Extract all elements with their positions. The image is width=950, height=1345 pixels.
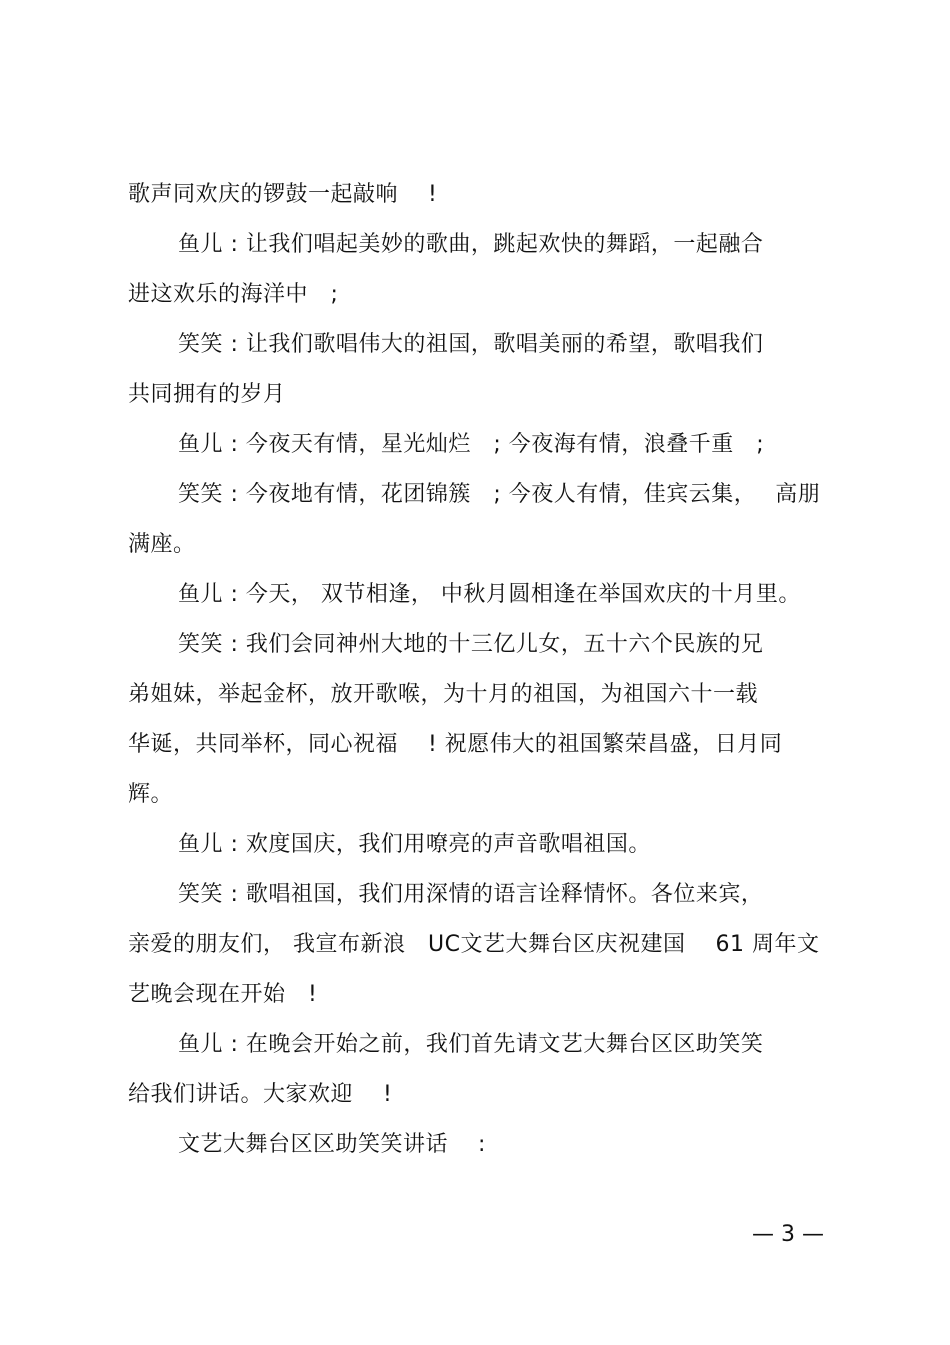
text-line-4: 笑笑 : 让我们歌唱伟大的祖国，歌唱美丽的希望，歌唱我们	[178, 332, 764, 357]
text-line-7: 笑笑 : 今夜地有情，花团锦簇 ; 今夜人有情，佳宾云集， 高朋	[178, 482, 821, 507]
text-line-8: 满座。	[128, 532, 196, 557]
text-line-19: 给我们讲话。大家欢迎 !	[128, 1082, 393, 1107]
text-line-15: 笑笑 : 歌唱祖国，我们用深情的语言诠释情怀。各位来宾，	[178, 882, 764, 907]
text-line-10: 笑笑 : 我们会同神州大地的十三亿儿女，五十六个民族的兄	[178, 632, 764, 657]
text-line-12: 华诞，共同举杯，同心祝福 ! 祝愿伟大的祖国繁荣昌盛，日月同	[128, 732, 783, 757]
text-line-13: 辉。	[128, 782, 174, 807]
text-line-6: 鱼儿 : 今夜天有情，星光灿烂 ; 今夜海有情，浪叠千重 ;	[178, 432, 765, 457]
page-number: — 3 —	[752, 1222, 824, 1247]
text-line-2: 鱼儿 : 让我们唱起美妙的歌曲，跳起欢快的舞蹈，一起融合	[178, 232, 764, 257]
text-line-5: 共同拥有的岁月	[128, 382, 286, 407]
text-line-11: 弟姐妹，举起金杯，放开歌喉，为十月的祖国，为祖国六十一载	[128, 682, 759, 707]
text-line-9: 鱼儿 : 今天， 双节相逢， 中秋月圆相逢在举国欢庆的十月里。	[178, 582, 801, 607]
text-line-14: 鱼儿 : 欢度国庆，我们用嘹亮的声音歌唱祖国。	[178, 832, 651, 857]
text-line-20: 文艺大舞台区区助笑笑讲话 :	[178, 1132, 486, 1157]
text-line-18: 鱼儿 : 在晚会开始之前，我们首先请文艺大舞台区区助笑笑	[178, 1032, 764, 1057]
text-line-17: 艺晚会现在开始 !	[128, 982, 318, 1007]
text-line-3: 进这欢乐的海洋中 ;	[128, 282, 339, 307]
text-line-1: 歌声同欢庆的锣鼓一起敲响 !	[128, 182, 438, 207]
text-line-16: 亲爱的朋友们， 我宣布新浪 UC文艺大舞台区庆祝建国 61 周年文	[128, 932, 820, 957]
